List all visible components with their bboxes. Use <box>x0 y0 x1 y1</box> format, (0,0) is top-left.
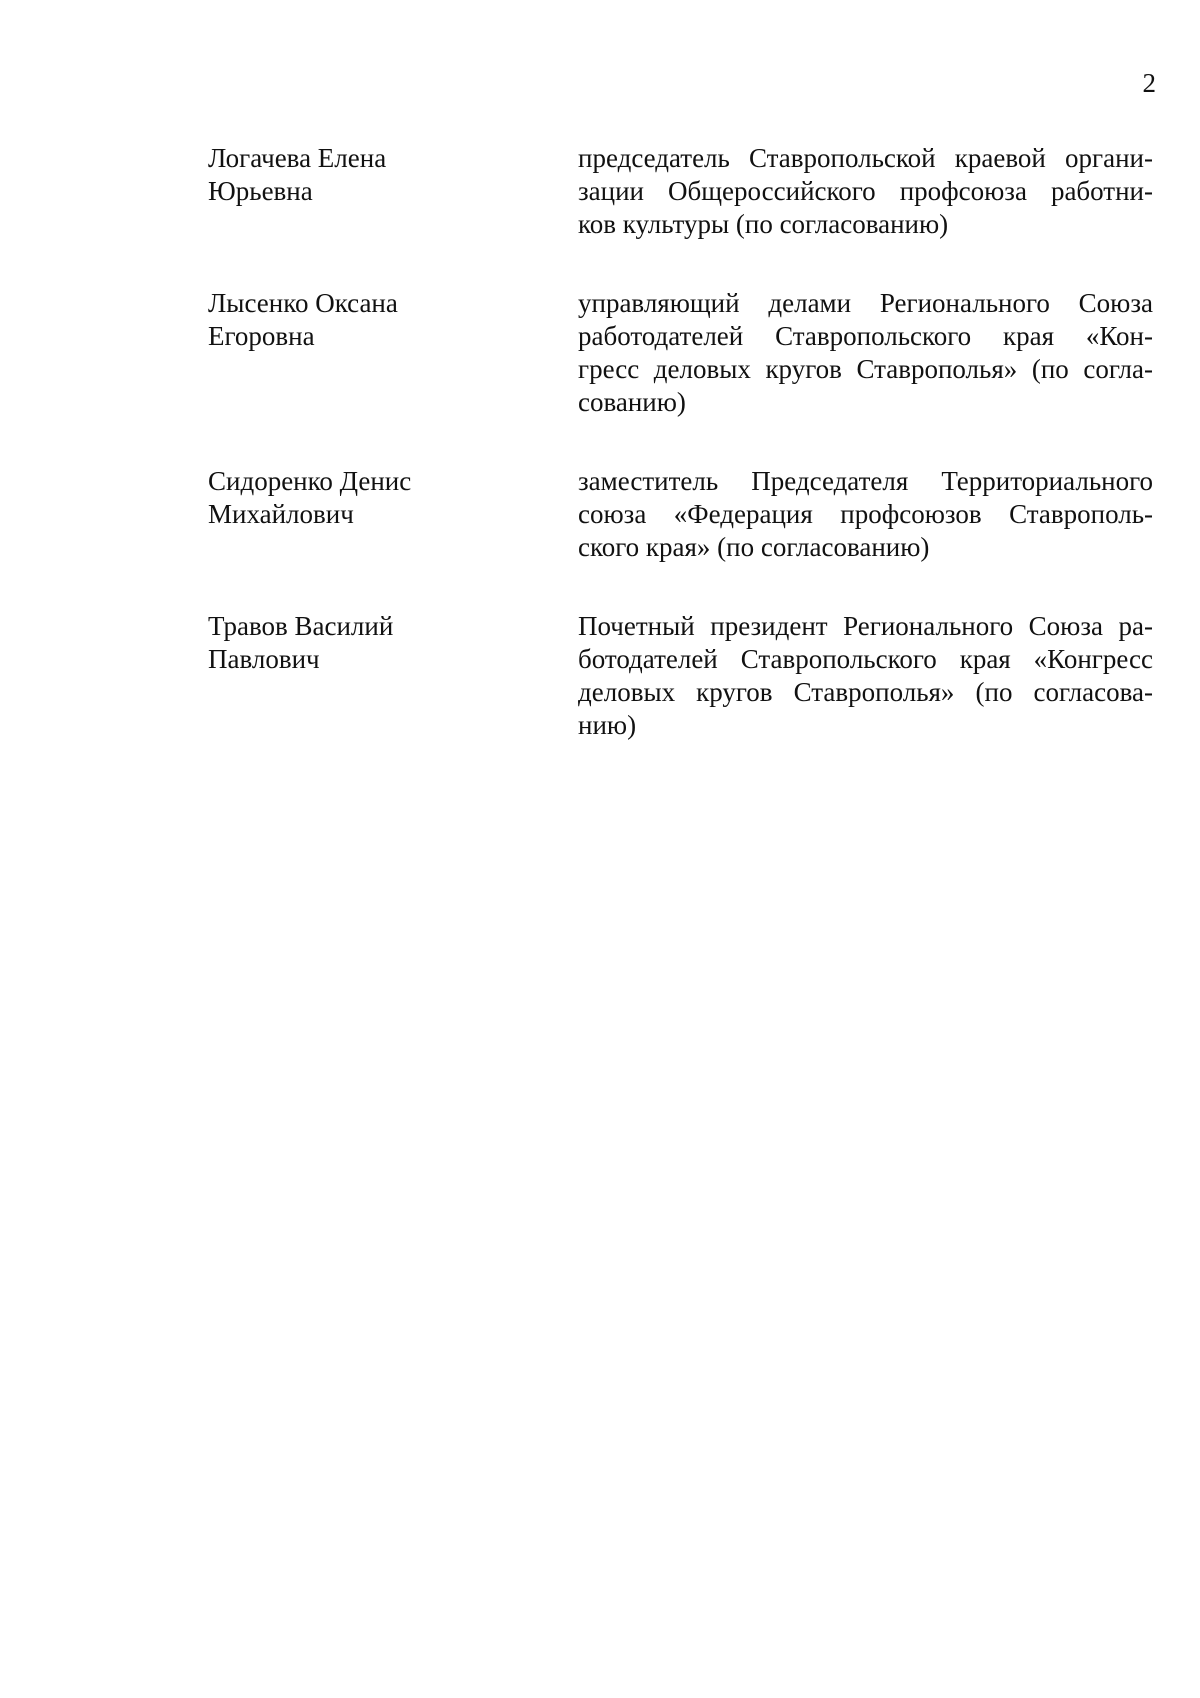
member-position <box>578 465 1153 564</box>
member-name <box>208 142 578 241</box>
member-position <box>578 610 1153 742</box>
member-entry <box>208 610 1153 742</box>
member-name <box>208 610 578 742</box>
member-name-line: Юрьевна <box>208 176 313 206</box>
member-position-line: управляющий делами Регионального Союза <box>578 288 1153 318</box>
member-position-line: заместитель Председателя Территориального <box>578 466 1153 496</box>
member-position-line: сованию) <box>578 387 686 417</box>
member-position-line: нию) <box>578 710 637 740</box>
member-position-line: ботодателей Ставропольского края «Конгресс <box>578 644 1153 674</box>
member-name-line: Сидоренко Денис <box>208 466 412 496</box>
members-list <box>208 142 1153 788</box>
member-position-line: ков культуры (по согласованию) <box>578 209 949 239</box>
member-name-line: Травов Василий <box>208 611 394 641</box>
member-position-line: ского края» (по согласованию) <box>578 532 930 562</box>
member-position <box>578 142 1153 241</box>
member-entry <box>208 465 1153 564</box>
member-position <box>578 287 1153 419</box>
member-entry <box>208 142 1153 241</box>
member-position-line: гресс деловых кругов Ставрополья» (по согла- <box>578 354 1153 384</box>
member-position-line: зации Общероссийского профсоюза работни- <box>578 176 1153 206</box>
member-position-line: союза «Федерация профсоюзов Ставрополь- <box>578 499 1153 529</box>
member-name-line: Михайлович <box>208 499 354 529</box>
page-number: 2 <box>1142 68 1156 98</box>
member-name-line: Логачева Елена <box>208 143 387 173</box>
member-name <box>208 465 578 564</box>
member-position-line: председатель Ставропольской краевой органи- <box>578 143 1153 173</box>
member-name-line: Лысенко Оксана <box>208 288 398 318</box>
member-position-line: работодателей Ставропольского края «Кон- <box>578 321 1153 351</box>
member-name <box>208 287 578 419</box>
member-position-line: деловых кругов Ставрополья» (по согласова- <box>578 677 1153 707</box>
member-name-line: Егоровна <box>208 321 315 351</box>
member-name-line: Павлович <box>208 644 320 674</box>
member-entry <box>208 287 1153 419</box>
member-position-line: Почетный президент Регионального Союза ра- <box>578 611 1153 641</box>
